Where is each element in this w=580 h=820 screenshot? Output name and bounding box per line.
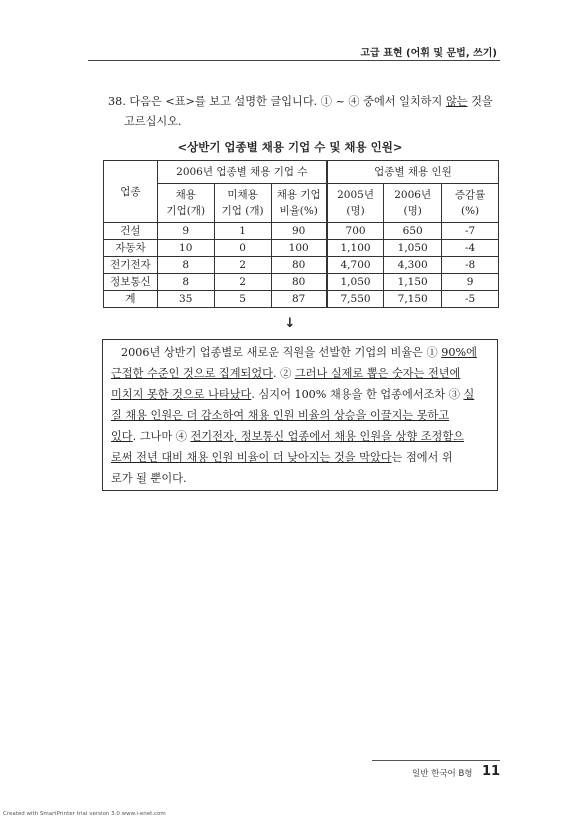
passage-line-1: 2006년 상반기 업종별로 새로운 직원을 선발한 기업의 비율은 ① 90%에 bbox=[121, 346, 477, 359]
table-cell: 2 bbox=[214, 257, 271, 274]
sub-header: 채용 기업(개) bbox=[157, 184, 214, 223]
page-number: 11 bbox=[482, 764, 501, 779]
question-line-2: 고르십시오. bbox=[124, 115, 182, 128]
passage-line-5: 있다. 그나마 ④ 전기전자, 정보통신 업종에서 채용 인원을 상향 조정함으 bbox=[111, 430, 464, 443]
table-row bbox=[104, 274, 499, 291]
table-cell: 9 bbox=[157, 223, 214, 240]
sub-header: 채용 기업 비율(%) bbox=[271, 184, 327, 223]
header-rule bbox=[88, 60, 500, 61]
passage-line-3: 미치지 못한 것으로 나타났다. 심지어 100% 채용을 한 업종에서조차 ③ 실 bbox=[111, 388, 475, 401]
table-cell: 4,300 bbox=[384, 257, 442, 274]
passage-line-4: 질 채용 인원은 더 감소하여 채용 인원 비율의 상승을 이끌지는 못하고 bbox=[111, 409, 450, 422]
table-cell: 9 bbox=[442, 274, 499, 291]
table-cell: 650 bbox=[384, 223, 442, 240]
table-cell: 1,150 bbox=[384, 274, 442, 291]
table-cell: 0 bbox=[214, 240, 271, 257]
data-table bbox=[103, 160, 499, 308]
table-cell: 2 bbox=[214, 274, 271, 291]
table-cell: 80 bbox=[271, 274, 327, 291]
table-cell: 1,100 bbox=[327, 240, 384, 257]
table-row bbox=[104, 257, 499, 274]
table-cell: 8 bbox=[157, 274, 214, 291]
table-cell: 7,550 bbox=[327, 291, 384, 308]
table-title: <상반기 업종별 채용 기업 수 및 채용 인원> bbox=[177, 140, 403, 154]
down-arrow-icon: ↓ bbox=[284, 316, 296, 331]
table-cell: -5 bbox=[442, 291, 499, 308]
table-cell: -4 bbox=[442, 240, 499, 257]
footer-rule bbox=[372, 760, 500, 761]
row-label: 자동차 bbox=[104, 240, 158, 257]
table-row bbox=[104, 223, 499, 240]
table-cell: 1,050 bbox=[327, 274, 384, 291]
row-label: 정보통신 bbox=[104, 274, 158, 291]
passage-line-2: 근접한 수준인 것으로 집계되었다. ② 그러나 실제로 뽑은 숫자는 전년에 bbox=[111, 367, 461, 380]
passage-box bbox=[102, 339, 498, 491]
table-cell: 35 bbox=[157, 291, 214, 308]
footer-label: 일반 한국어 B형 bbox=[412, 769, 473, 779]
watermark: Created with SmartPrinter trial version 3.0 www.i-enet.com bbox=[3, 811, 166, 817]
table-cell: 8 bbox=[157, 257, 214, 274]
group-header-companies: 2006년 업종별 채용 기업 수 bbox=[157, 161, 327, 184]
table-cell: 87 bbox=[271, 291, 327, 308]
question-number: 38. bbox=[108, 95, 126, 108]
table-row bbox=[104, 240, 499, 257]
table-cell: -7 bbox=[442, 223, 499, 240]
table-cell: -8 bbox=[442, 257, 499, 274]
table-cell: 90 bbox=[271, 223, 327, 240]
passage-line-6: 로써 전년 대비 채용 인원 비율이 더 낮아지는 것을 막았다는 점에서 위 bbox=[111, 451, 453, 464]
passage-line-7: 로가 될 뿐이다. bbox=[111, 472, 187, 485]
table-cell: 10 bbox=[157, 240, 214, 257]
row-label: 건설 bbox=[104, 223, 158, 240]
question-line-1 bbox=[108, 92, 503, 112]
header-title: 고급 표현 (어휘 및 문법, 쓰기) bbox=[360, 48, 497, 59]
total-row bbox=[104, 291, 499, 308]
table-cell: 7,150 bbox=[384, 291, 442, 308]
question bbox=[108, 92, 503, 132]
table-cell: 5 bbox=[214, 291, 271, 308]
sub-header: 미채용 기업 (개) bbox=[214, 184, 271, 223]
row-label: 전기전자 bbox=[104, 257, 158, 274]
table-cell: 1 bbox=[214, 223, 271, 240]
group-header-hires: 업종별 채용 인원 bbox=[327, 161, 499, 184]
sub-header: 증감률 (%) bbox=[442, 184, 499, 223]
sub-header: 2006년 (명) bbox=[384, 184, 442, 223]
table-cell: 700 bbox=[327, 223, 384, 240]
question-emphasis: 않는 bbox=[445, 95, 468, 108]
question-text-end: 것을 bbox=[467, 95, 493, 108]
row-label: 계 bbox=[104, 291, 158, 308]
column-header-industry: 업종 bbox=[104, 161, 158, 223]
table-cell: 100 bbox=[271, 240, 327, 257]
table-cell: 80 bbox=[271, 257, 327, 274]
table-cell: 4,700 bbox=[327, 257, 384, 274]
sub-header: 2005년 (명) bbox=[327, 184, 384, 223]
table-cell: 1,050 bbox=[384, 240, 442, 257]
question-text: 다음은 <표>를 보고 설명한 글입니다. ① ~ ④ 중에서 일치하지 bbox=[129, 95, 446, 108]
